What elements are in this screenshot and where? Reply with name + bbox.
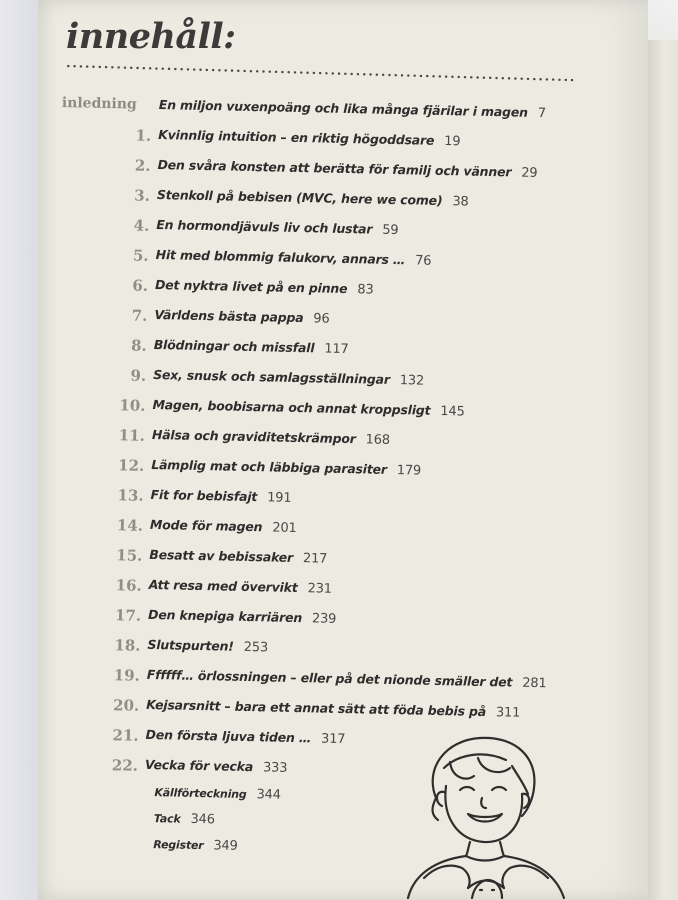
entry-title: Tack 346 — [153, 811, 215, 828]
entry-title: Den knepiga karriären 239 — [147, 606, 337, 627]
entry-title: En miljon vuxenpoäng och lika många fjärilar i magen 7 — [158, 97, 546, 122]
entry-page: 346 — [190, 811, 215, 828]
entry-title: Den första ljuva tiden … 317 — [145, 726, 346, 748]
entry-number: 14. — [116, 516, 144, 535]
entry-page: 201 — [272, 520, 297, 537]
entry-number: 6. — [132, 276, 149, 295]
entry-page: 117 — [324, 341, 349, 358]
entry-number: 19. — [113, 666, 141, 685]
entry-page: 59 — [382, 222, 399, 239]
entry-number: 20. — [112, 696, 140, 715]
entry-title: Att resa med övervikt 231 — [148, 576, 332, 597]
entry-page: 179 — [396, 463, 422, 479]
entry-number: 11. — [118, 426, 146, 445]
entry-number: 17. — [114, 606, 142, 625]
entry-page: 168 — [365, 432, 390, 448]
entry-number: 16. — [115, 576, 142, 595]
entry-title: Register 349 — [153, 838, 238, 854]
entry-number: 1. — [135, 126, 152, 145]
entry-page: 191 — [266, 490, 292, 506]
entry-title: Hit med blommig falukorv, annars … 76 — [155, 246, 432, 269]
entry-page: 317 — [320, 731, 346, 748]
entry-page: 83 — [357, 282, 374, 298]
entry-page: 349 — [213, 838, 238, 854]
entry-title: Blödningar och missfall 117 — [153, 336, 349, 358]
entry-number: 2. — [134, 156, 151, 175]
entry-page: 96 — [313, 311, 330, 327]
entry-title: Kejsarsnitt – bara ett annat sätt att föda bebis på 311 — [146, 696, 521, 721]
entry-number: 4. — [133, 216, 150, 235]
entry-title: Mode för magen 201 — [149, 516, 297, 537]
entry-title: Magen, boobisarna och annat kroppsligt 145 — [152, 396, 465, 420]
entry-page: 281 — [522, 675, 547, 692]
entry-page: 19 — [444, 134, 461, 150]
entry-title: En hormondjävuls liv och lustar 59 — [156, 217, 399, 239]
page-title: innehåll: — [66, 16, 236, 57]
entry-title: Ffffff… örlossningen – eller på det nionde smäller det 281 — [146, 666, 547, 692]
smiling-child-drawing-icon — [388, 728, 588, 900]
entry-title: Världens bästa pappa 96 — [154, 306, 330, 327]
entry-number: 13. — [117, 486, 144, 505]
entry-page: 76 — [415, 253, 432, 269]
entry-title: Vecka för vecka 333 — [144, 756, 288, 776]
entry-number: 7. — [131, 306, 148, 325]
entry-title: Hälsa och graviditetskrämpor 168 — [151, 426, 390, 448]
entry-title: Slutspurten! 253 — [147, 636, 269, 656]
background-surface — [0, 0, 40, 900]
entry-number: 9. — [130, 366, 147, 385]
entry-page: 239 — [311, 611, 337, 627]
entry-title: Den svåra konsten att berätta för familj och vänner 29 — [157, 157, 538, 181]
entry-page: 333 — [262, 760, 288, 776]
entry-number: 15. — [116, 546, 143, 565]
entry-page: 38 — [452, 194, 469, 210]
entry-number: 21. — [112, 726, 139, 745]
entry-number: 8. — [130, 336, 147, 355]
entry-number: inledning — [61, 95, 137, 113]
entry-title: Besatt av bebissaker 217 — [149, 546, 328, 567]
entry-page: 7 — [537, 105, 546, 122]
entry-number: 3. — [134, 186, 151, 205]
entry-page: 132 — [399, 373, 425, 389]
entry-number: 18. — [114, 636, 141, 655]
entry-title: Sex, snusk och samlagsställningar 132 — [153, 366, 425, 389]
entry-page: 231 — [307, 581, 332, 597]
entry-title: Kvinnlig intuition – en riktig högoddsare 19 — [158, 127, 461, 150]
entry-number: 12. — [117, 456, 145, 475]
entry-page: 253 — [243, 639, 269, 656]
entry-title: Källförteckning 344 — [154, 786, 281, 803]
entry-page: 217 — [302, 551, 328, 567]
entry-page: 145 — [440, 403, 465, 420]
entry-title: Fit for bebisfajt 191 — [150, 486, 292, 506]
entry-page: 29 — [521, 165, 538, 181]
entry-page: 311 — [495, 705, 521, 721]
entry-number: 5. — [132, 246, 149, 265]
entry-title: Lämplig mat och läbbiga parasiter 179 — [151, 456, 422, 479]
page-edge — [646, 40, 678, 900]
entry-number: 22. — [111, 756, 139, 775]
entry-title: Det nyktra livet på en pinne 83 — [154, 276, 374, 298]
entry-number: 10. — [119, 396, 146, 415]
entry-page: 344 — [256, 787, 281, 803]
entry-title: Stenkoll på bebisen (MVC, here we come) 38 — [156, 187, 469, 210]
